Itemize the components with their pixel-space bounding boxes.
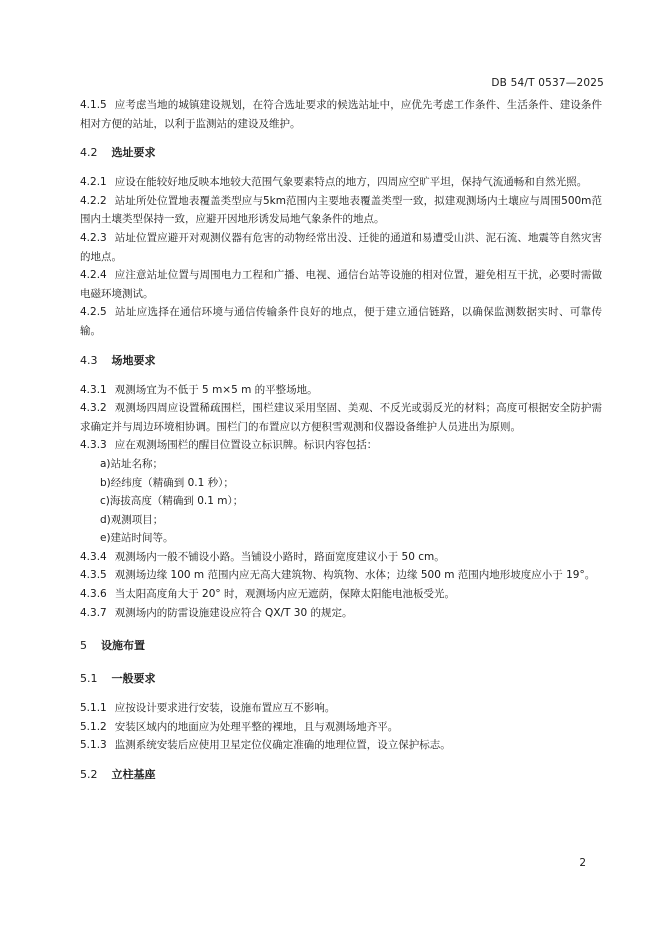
section-number: 5.2 — [80, 768, 98, 782]
clause-4-2-5 — [80, 303, 602, 340]
section-heading-5-1 — [80, 670, 602, 688]
section-number: 4.3 — [80, 353, 98, 367]
section-number: 5.1 — [80, 672, 98, 686]
clause-text: 应考虑当地的城镇建设规划，在符合选址要求的候选站址中，应优先考虑工作条件、生活条件、建设条件相对方便的站址，以利于监测站的建设及维护。 — [80, 99, 602, 130]
clause-text: 观测场四周应设置稀疏围栏，围栏建议采用坚固、美观、不反光或弱反光的材料；高度可根据安全防护需求确定并与周边环境相协调。围栏门的布置应以方便积雪观测和仪器设备维护人员进出为原则。 — [80, 402, 602, 433]
clause-text: 站址所处位置地表覆盖类型应与5km范围内主要地表覆盖类型一致，拟建观测场内土壤应与周围500m范围内土壤类型保持一致，应避开因地形诱发局地气象条件的地点。 — [80, 194, 602, 226]
clause-number: 4.2.1 — [80, 176, 107, 189]
chapter-heading-5 — [80, 637, 602, 655]
list-item: d)观测项目； — [100, 513, 164, 526]
clause-text: 安装区域内的地面应为处理平整的裸地，且与观测场地齐平。 — [114, 720, 399, 733]
clause-number: 4.1.5 — [80, 99, 107, 111]
clause-4-2-1 — [80, 173, 602, 192]
clause-4-3-4 — [80, 548, 602, 567]
clause-4-3-2 — [80, 399, 602, 436]
clause-number: 4.2.4 — [80, 269, 107, 282]
page-number: 2 — [579, 857, 586, 869]
chapter-title: 设施布置 — [101, 639, 145, 653]
section-heading-4-3 — [80, 352, 602, 370]
list-item: a)站址名称； — [100, 457, 164, 470]
clause-5-1-3 — [80, 736, 602, 755]
clause-number: 4.3.1 — [80, 383, 107, 396]
clause-number: 4.3.5 — [80, 569, 107, 582]
list-item: e)建站时间等。 — [100, 532, 174, 545]
list-item: b)经纬度（精确到 0.1 秒）； — [100, 476, 234, 489]
clause-text: 观测场内的防雷设施建设应符合 QX/T 30 的规定。 — [114, 606, 353, 619]
clause-text: 当太阳高度角大于 20° 时，观测场内应无遮荫，保障太阳能电池板受光。 — [114, 588, 456, 601]
clause-text: 站址应选择在通信环境与通信传输条件良好的地点，便于建立通信链路，以确保监测数据实时、可靠传输。 — [80, 306, 602, 337]
clause-number: 5.1.3 — [80, 739, 107, 752]
clause-5-1-1 — [80, 699, 602, 718]
section-title: 立柱基座 — [111, 768, 156, 782]
list-item: c)海拔高度（精确到 0.1 m）； — [100, 495, 244, 508]
clause-number: 4.2.2 — [80, 194, 107, 207]
clause-number: 4.2.3 — [80, 231, 107, 244]
page-header: DB 54/T 0537—2025 — [491, 77, 604, 89]
clause-number: 5.1.2 — [80, 720, 107, 733]
section-heading-5-2 — [80, 766, 602, 784]
clause-4-2-2 — [80, 192, 602, 229]
clause-4-3-6 — [80, 585, 602, 604]
clause-text: 观测场内一般不铺设小路。当铺设小路时，路面宽度建议小于 50 cm。 — [114, 550, 445, 563]
clause-number: 4.3.7 — [80, 606, 107, 619]
clause-text: 站址位置应避开对观测仪器有危害的动物经常出没、迁徙的通道和易遭受山洪、泥石流、地震等自然灾害的地点。 — [80, 231, 602, 263]
section-number: 4.2 — [80, 146, 98, 160]
clause-4-3-5 — [80, 566, 602, 585]
clause-text: 应注意站址位置与周围电力工程和广播、电视、通信台站等设施的相对位置，避免相互干扰，必要时需做电磁环境测试。 — [80, 269, 602, 300]
clause-number: 4.3.6 — [80, 588, 107, 601]
clause-5-1-2 — [80, 718, 602, 737]
clause-text: 应按设计要求进行安装，设施布置应互不影响。 — [114, 702, 336, 715]
clause-4-2-4 — [80, 266, 602, 303]
clause-4-1-5 — [80, 96, 602, 133]
clause-4-3-7 — [80, 604, 602, 623]
clause-number: 4.3.2 — [80, 402, 107, 415]
clause-text: 观测场边缘 100 m 范围内应无高大建筑物、构筑物、水体；边缘 500 m 范围内地形坡度应小于 19°。 — [114, 569, 596, 582]
clause-number: 5.1.1 — [80, 702, 107, 715]
clause-number: 4.3.4 — [80, 550, 107, 563]
clause-text: 观测场宜为不低于 5 m×5 m 的平整场地。 — [114, 383, 318, 396]
clause-number: 4.2.5 — [80, 306, 107, 319]
chapter-number: 5 — [80, 639, 87, 653]
section-title: 场地要求 — [111, 353, 156, 367]
section-title: 选址要求 — [111, 146, 156, 160]
clause-4-3-3 — [80, 436, 602, 455]
clause-text: 监测系统安装后应使用卫星定位仪确定准确的地理位置，设立保护标志。 — [114, 739, 451, 752]
clause-4-3-1 — [80, 381, 602, 400]
clause-text: 应设在能较好地反映本地较大范围气象要素特点的地方，四周应空旷平坦，保持气流通畅和自然光照。 — [114, 176, 588, 189]
section-title: 一般要求 — [111, 672, 156, 686]
document-body — [80, 96, 602, 784]
clause-text: 应在观测场围栏的醒目位置设立标识牌。标识内容包括： — [114, 439, 378, 452]
clause-number: 4.3.3 — [80, 439, 107, 452]
clause-4-2-3 — [80, 229, 602, 266]
section-heading-4-2 — [80, 144, 602, 162]
